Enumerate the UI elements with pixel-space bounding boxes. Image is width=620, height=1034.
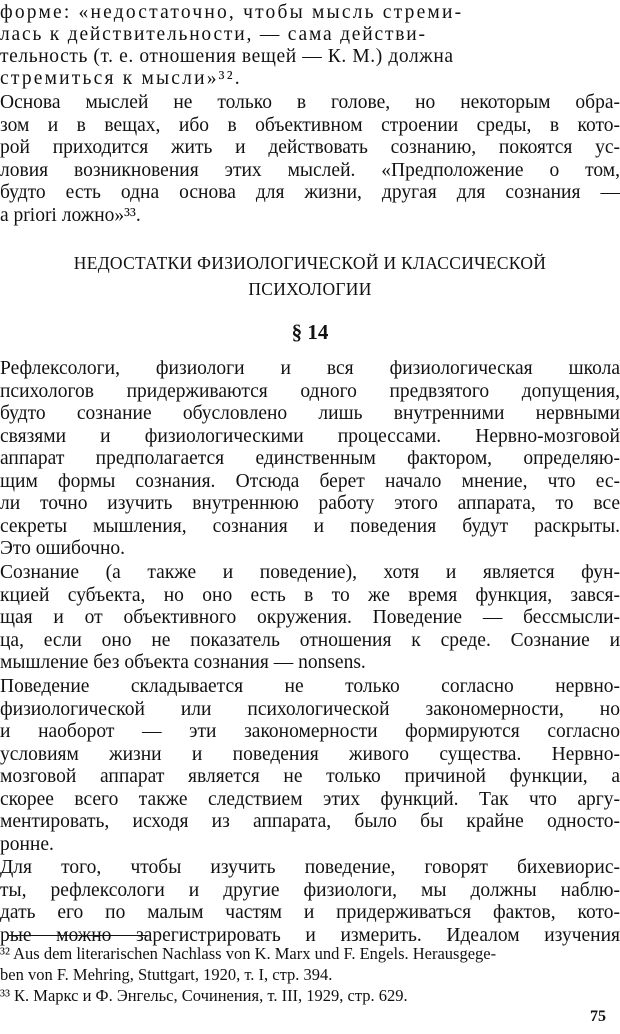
text-line: ца, если оно не показатель отношения к среде. Сознание и	[0, 629, 620, 651]
text-line: лась к действительности, — сама действи-	[0, 24, 427, 45]
text-line: мышление без объекта сознания — nonsens.	[0, 652, 366, 673]
text-line: Поведение складывается не только согласно нервно-	[0, 676, 620, 697]
paragraph-basis	[0, 92, 620, 227]
text-line: Сознание (а также и поведение), хотя и является фун-	[0, 562, 620, 583]
text-line: щая и от объективного окружения. Поведение — бессмысли-	[0, 607, 620, 628]
paragraph-3	[0, 676, 620, 856]
text-line: и наоборот — эти закономерности формируются согласно	[0, 721, 620, 742]
text-line: a priori ложно»³³.	[0, 204, 141, 226]
text-line: ли точно изучить внутреннюю работу этого аппарата, то все	[0, 493, 620, 514]
text-line: Это ошибочно.	[0, 538, 125, 559]
text-line: связями и физиологическими процессами. Нервно-мозговой	[0, 425, 620, 447]
text-line: Для того, чтобы изучить поведение, говорят бихевиорис-	[0, 857, 620, 878]
text-line: мозговой аппарат является не только причиной функции, а	[0, 766, 620, 787]
text-line: форме: «недостаточно, чтобы мысль стреми-	[0, 2, 464, 23]
text-line: ловия возникновения этих мыслей. «Предположение о том,	[0, 159, 620, 181]
text-line: стремиться к мысли»³².	[0, 68, 242, 89]
text-line: рые можно зарегистрировать и измерить. Идеалом изучения	[0, 924, 620, 946]
text-line: физиологической или психологической закономерности, но	[0, 698, 620, 720]
chapter-heading-line: НЕДОСТАТКИ ФИЗИОЛОГИЧЕСКОЙ И КЛАССИЧЕСКОЙ	[73, 253, 547, 273]
text-line: условиям жизни и поведения живого существа. Нервно-	[0, 743, 620, 765]
footnote-33: ³³ К. Маркс и Ф. Энгельс, Сочинения, т. III, 1929, стр. 629.	[0, 986, 408, 1005]
text-line: рой приходится жить и действовать сознанию, покоятся ус-	[0, 137, 620, 158]
paragraph-1	[0, 358, 620, 561]
text-line: Рефлексологи, физиологи и вся физиологическая школа	[0, 358, 620, 379]
text-line: будто есть одна основа для жизни, другая для сознания —	[0, 182, 620, 203]
text-line: зом и в вещах, ибо в объективном строении среды, в кото-	[0, 114, 620, 136]
text-line: кцией субъекта, но оно есть в то же время функция, зався-	[0, 584, 620, 606]
text-line: дать его по малым частям и придерживаться фактов, кото-	[0, 902, 620, 923]
text-line: скорее всего также следствием этих функций. Так что аргу-	[0, 788, 620, 810]
paragraph-2	[0, 562, 620, 675]
text-line: психологов придерживаются одного предвзятого допущения,	[0, 380, 620, 402]
text-line: Основа мыслей не только в голове, но некоторым обра-	[0, 92, 620, 113]
text-line: аппарат предполагается единственным фактором, определяю-	[0, 448, 620, 469]
page-number: 75	[590, 1008, 606, 1025]
text-line: ты, рефлексологи и другие физиологи, мы должны наблю-	[0, 879, 620, 901]
text-line: щим формы сознания. Отсюда берет начало мнение, что ес-	[0, 470, 620, 492]
text-line: ментировать, исходя из аппарата, было бы крайне односто-	[0, 811, 620, 832]
footnote-32: ³² Aus dem literarischen Nachlass von K. Marx und F. Engels. Herausgege-	[0, 944, 497, 963]
chapter-heading	[0, 250, 620, 302]
text-line: секреты мышления, сознания и поведения будут раскрыты.	[0, 515, 620, 537]
footnote-divider	[8, 935, 148, 936]
footnote-32-continued: ben von F. Mehring, Stuttgart, 1920, т. I, стр. 394.	[0, 965, 333, 984]
text-line: будто сознание обусловлено лишь внутренними нервными	[0, 403, 620, 424]
paragraph-4	[0, 857, 620, 947]
text-line: тельность (т. е. отношения вещей — К. М.) должна	[0, 46, 454, 67]
chapter-heading-line: ПСИХОЛОГИИ	[248, 279, 372, 299]
text-line: ронне.	[0, 833, 54, 855]
section-number: § 14	[291, 320, 329, 344]
